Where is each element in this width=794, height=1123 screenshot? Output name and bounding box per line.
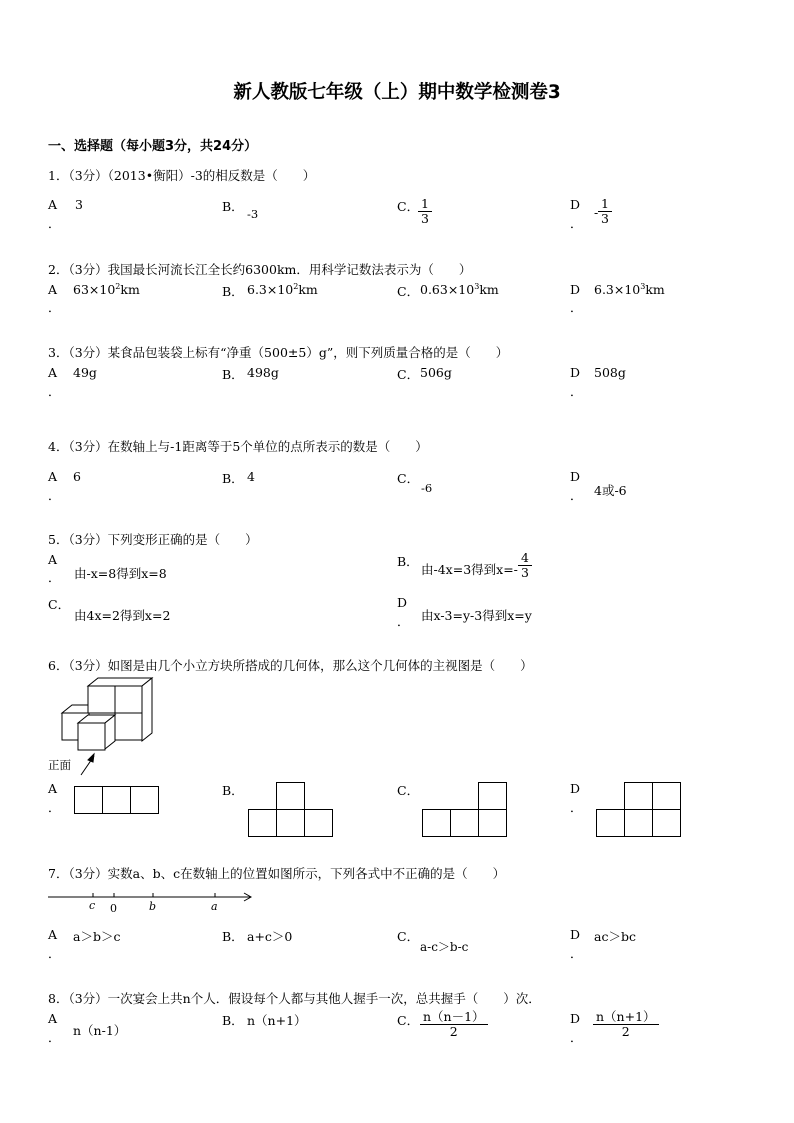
q5-option-b-text: 由-4x=3得到x=- — [421, 562, 518, 577]
q8-option-a-dot: ． — [48, 1030, 61, 1045]
q7-option-a-dot: ． — [48, 946, 61, 961]
q3-option-d-label[interactable]: D — [570, 365, 581, 380]
q6-option-d-figure — [596, 782, 682, 838]
q5-option-c-text: 由4x=2得到x=2 — [74, 608, 171, 623]
q1-option-a-label[interactable]: A — [48, 197, 58, 212]
grid-square — [103, 787, 131, 814]
cube-top-face — [62, 705, 88, 713]
q4-option-a-label[interactable]: A — [48, 469, 58, 484]
q8-option-c-fraction: $\frac{n(n-1)}{2}$ — [420, 1010, 488, 1039]
q5-option-b-fraction: $\frac{4}{3}$ — [518, 551, 532, 580]
q2-option-d-text: $6.3\times 10^3km$ — [594, 282, 665, 298]
q4-option-c-label[interactable]: C． — [397, 471, 420, 486]
q7-option-c-label[interactable]: C． — [397, 929, 420, 944]
cube-face — [78, 723, 105, 750]
grid-square — [597, 810, 625, 837]
q5-option-d-label[interactable]: D — [397, 595, 408, 610]
q1-option-d-fraction: $\frac{1}{3}$ — [598, 197, 612, 226]
q3-option-b-label[interactable]: B． — [222, 367, 244, 382]
q5-option-d-dot: ． — [397, 614, 410, 629]
q1-option-b-text: -3 — [247, 207, 259, 221]
q1-option-a-dot: ． — [48, 216, 61, 231]
q3-option-c-text: 506g — [420, 365, 452, 380]
grid-square — [625, 783, 653, 810]
q2-option-a-text: $63\times 10^2km$ — [73, 282, 140, 298]
cube-side-face — [142, 678, 152, 741]
q4-option-c-text: -6 — [421, 481, 433, 495]
q8-option-a-text: n（n-1） — [73, 1023, 127, 1038]
grid-square — [75, 787, 103, 814]
axis-label-c: c — [89, 899, 96, 912]
grid-square — [423, 810, 451, 837]
q6-option-a-figure — [74, 786, 160, 814]
q2-option-b-text: $6.3\times 10^2km$ — [247, 282, 318, 298]
q1-option-d-sign: - — [594, 205, 599, 220]
q8-option-d-dot: ． — [570, 1030, 583, 1045]
cube-face — [115, 686, 142, 713]
q2-option-a-dot: ． — [48, 300, 61, 315]
q4-option-d-label[interactable]: D — [570, 469, 581, 484]
q8-option-c-label[interactable]: C． — [397, 1013, 420, 1028]
q8-option-a-label[interactable]: A — [48, 1011, 58, 1026]
q3-option-a-label[interactable]: A — [48, 365, 58, 380]
q7-option-b-label[interactable]: B． — [222, 929, 244, 944]
axis-label-zero: 0 — [110, 902, 117, 915]
q1-option-d-label[interactable]: D — [570, 197, 581, 212]
q7-option-b-text: a+c＞0 — [247, 929, 293, 944]
question-2-stem: 2．（3分）我国最长河流长江全长约6300km．用科学记数法表示为（ ） — [48, 262, 472, 277]
q3-option-d-dot: ． — [570, 384, 583, 399]
q4-option-b-label[interactable]: B． — [222, 471, 244, 486]
grid-square — [479, 783, 507, 810]
question-5-stem: 5．（3分）下列变形正确的是（ ） — [48, 532, 258, 547]
q5-option-d-text: 由x-3=y-3得到x=y — [421, 608, 532, 623]
grid-square — [277, 783, 305, 810]
q1-option-c-label[interactable]: C． — [397, 199, 420, 214]
q4-option-d-dot: ． — [570, 488, 583, 503]
grid-square — [451, 810, 479, 837]
question-3-stem: 3．（3分）某食品包装袋上标有“净重（500±5）g”，则下列质量合格的是（ ） — [48, 345, 509, 360]
q7-option-d-text: ac＞bc — [594, 929, 636, 944]
q4-option-d-text: 4或-6 — [594, 483, 627, 498]
q4-option-a-text: 6 — [73, 469, 81, 484]
q1-option-a-text: 3 — [75, 197, 83, 212]
question-1-stem: 1．（3分）（2013•衡阳）-3的相反数是（ ） — [48, 168, 316, 183]
q3-option-b-text: 498g — [247, 365, 279, 380]
grid-square — [305, 810, 333, 837]
q2-option-d-label[interactable]: D — [570, 282, 581, 297]
cube-face — [88, 686, 115, 713]
grid-square — [653, 783, 681, 810]
q7-option-a-label[interactable]: A — [48, 927, 58, 942]
q3-option-c-label[interactable]: C． — [397, 367, 420, 382]
q2-option-c-text: $0.63\times 10^3km$ — [420, 282, 499, 298]
q3-option-a-text: 49g — [73, 365, 97, 380]
cube-top-face — [88, 678, 152, 686]
q6-option-c-label[interactable]: C． — [397, 783, 420, 798]
q3-option-d-text: 508g — [594, 365, 626, 380]
question-7-stem: 7．（3分）实数a、b、c在数轴上的位置如图所示，下列各式中不正确的是（ ） — [48, 866, 506, 881]
q8-option-d-fraction: $\frac{n(n+1)}{2}$ — [593, 1010, 659, 1039]
q3-option-a-dot: ． — [48, 384, 61, 399]
q4-option-b-text: 4 — [247, 469, 255, 484]
question-8-stem: 8．（3分）一次宴会上共n个人．假设每个人都与其他人握手一次，总共握手（ ）次． — [48, 991, 541, 1006]
section-heading: 一、选择题（每小题3分，共24分） — [48, 139, 258, 154]
front-arrow-head — [88, 754, 94, 762]
q1-option-b-label[interactable]: B． — [222, 199, 244, 214]
q8-option-b-label[interactable]: B． — [222, 1013, 244, 1028]
q6-option-a-label[interactable]: A — [48, 781, 58, 796]
axis-label-b: b — [149, 900, 157, 913]
q7-option-d-dot: ． — [570, 946, 583, 961]
question-6-stem: 6．（3分）如图是由几个小立方块所搭成的几何体，那么这个几何体的主视图是（ ） — [48, 658, 533, 673]
grid-square — [131, 787, 159, 814]
cube-face — [115, 713, 142, 740]
q5-option-a-text: 由-x=8得到x=8 — [74, 566, 167, 581]
q5-option-b-label[interactable]: B． — [397, 554, 419, 569]
q7-option-c-text: a-c＞b-c — [420, 940, 469, 954]
number-line-figure — [48, 888, 258, 916]
q6-option-a-dot: ． — [48, 800, 61, 815]
q6-option-b-label[interactable]: B． — [222, 783, 244, 798]
grid-square — [625, 810, 653, 837]
q7-option-d-label[interactable]: D — [570, 927, 581, 942]
q6-option-d-label[interactable]: D — [570, 781, 581, 796]
question-4-stem: 4．（3分）在数轴上与-1距离等于5个单位的点所表示的数是（ ） — [48, 439, 428, 454]
q2-option-a-label[interactable]: A — [48, 282, 58, 297]
q1-option-c-fraction: $\frac{1}{3}$ — [418, 197, 432, 226]
q6-option-c-figure — [422, 782, 508, 838]
q4-option-a-dot: ． — [48, 488, 61, 503]
q8-option-d-label[interactable]: D — [570, 1011, 581, 1026]
q8-option-b-text: n（n+1） — [247, 1013, 307, 1028]
q2-option-c-label[interactable]: C． — [397, 284, 420, 299]
q6-option-b-figure — [248, 782, 334, 838]
q7-option-a-text: a＞b＞c — [73, 929, 121, 944]
axis-label-a: a — [211, 900, 218, 913]
grid-square — [277, 810, 305, 837]
q1-option-d-dot: ． — [570, 216, 583, 231]
q6-option-d-dot: ． — [570, 800, 583, 815]
page-title: 新人教版七年级（上）期中数学检测卷3 — [233, 82, 561, 103]
q5-option-c-label[interactable]: C． — [48, 597, 71, 612]
q5-option-a-dot: ． — [48, 570, 61, 585]
grid-square — [653, 810, 681, 837]
grid-square — [479, 810, 507, 837]
q2-option-b-label[interactable]: B． — [222, 284, 244, 299]
q5-option-a-label[interactable]: A — [48, 552, 58, 567]
front-view-label: 正面 — [48, 758, 71, 772]
q2-option-d-dot: ． — [570, 300, 583, 315]
grid-square — [249, 810, 277, 837]
